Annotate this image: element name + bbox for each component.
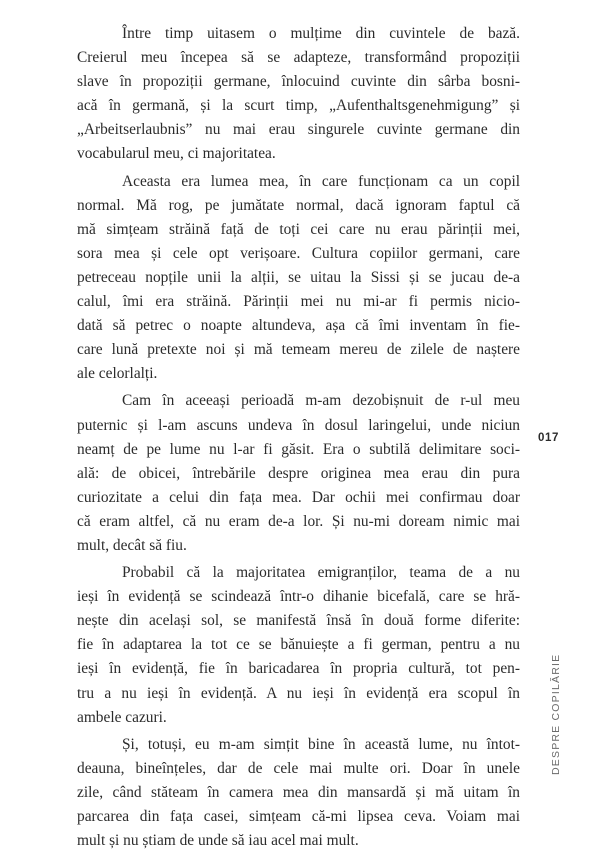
text-line: Aceasta era lumea mea, în care funcționam ca un copil <box>122 172 520 190</box>
text-line: normal. Mă rog, pe jumătate normal, dacă ignoram faptul că <box>77 196 520 214</box>
text-line: Și, totuși, eu m-am simțit bine în această lume, nu întot- <box>122 735 520 753</box>
text-line: mult și nu știam de unde să iau acel mai mult. <box>77 832 359 850</box>
text-line: Creierul meu începea să se adapteze, transformând propoziții <box>77 49 520 67</box>
text-line: puternic și l-am ascuns undeva în dosul laringelui, unde niciun <box>77 416 520 434</box>
text-line: zile, când stăteam în camera mea din mansardă și mă uitam în <box>77 783 520 801</box>
paragraph <box>77 389 520 558</box>
text-line: Între timp uitasem o mulțime din cuvintele de bază. <box>122 25 520 42</box>
text-line: calul, îmi era străină. Părinții mei nu mi-ar fi permis nicio- <box>77 293 520 311</box>
text-line: parcarea din fața casei, simțeam că-mi lipsea ceva. Voiam mai <box>77 808 520 825</box>
text-line: deauna, bineînțeles, dar de cele mai multe ori. Doar în unele <box>77 759 520 777</box>
paragraph <box>77 22 520 167</box>
text-line: ieși în evidență se scindează într-o dihanie bicefală, care se hră- <box>77 588 520 606</box>
text-line: care lună pretexte noi și mă temeam mereu de zilele de naștere <box>77 341 520 359</box>
text-line: dată să petrec o noapte altundeva, așa că îmi inventam în fie- <box>77 317 520 335</box>
text-line: mult, decât să fiu. <box>77 536 187 554</box>
text-line: sora mea și cele opt verișoare. Cultura copiilor germani, care <box>77 244 520 262</box>
text-line: mă simțeam străină față de toți cei care nu erau părinții mei, <box>77 220 520 238</box>
paragraph <box>77 561 520 730</box>
text-line: ale celorlalți. <box>77 365 158 383</box>
text-line: neamț de pe lume nu l-ar fi găsit. Era o subtilă delimitare soci- <box>77 440 520 458</box>
text-line: Cam în aceeași perioadă m-am dezobișnuit de r-ul meu <box>122 392 520 410</box>
text-line: Probabil că la majoritatea emigranților, teama de a nu <box>122 564 520 582</box>
section-title: DESPRE COPILĂRIE <box>550 653 562 775</box>
text-line: slave în propoziții germane, înlocuind cuvinte din sârba bosni- <box>77 73 520 91</box>
text-line: „Arbeitserlaubnis” nu mai erau singurele cuvinte germane din <box>77 121 520 139</box>
text-line: fie în adaptarea la tot ce se bănuiește a fi german, pentru a nu <box>77 636 520 654</box>
text-line: acă în germană, și la scurt timp, „Aufenthaltsgenehmigung” și <box>77 97 520 115</box>
text-line: ală: de obicei, întrebările despre originea mea erau din pura <box>77 464 520 482</box>
text-line: tru a nu ieși în evidență. A nu ieși în evidență era scopul în <box>77 684 520 702</box>
text-line: ambele cazuri. <box>77 708 167 726</box>
page-number: 017 <box>538 432 559 444</box>
paragraph <box>77 733 520 853</box>
text-line: petreceau nopțile unii la alții, se uitau la Sissi și se jucau de-a <box>77 268 520 286</box>
text-line: vocabularul meu, ci majoritatea. <box>77 145 276 163</box>
body-text <box>77 22 520 856</box>
text-line: că eram altfel, că nu eram de-a lor. Și nu-mi doream nimic mai <box>77 512 520 530</box>
text-line: nește din același sol, se manifestă însă în două forme diferite: <box>77 612 520 630</box>
paragraph <box>77 170 520 387</box>
text-line: curiozitate a celui din fața mea. Dar ochii mei confirmau doar <box>77 488 520 506</box>
text-line: ieși în evidență, fie în baricadarea în propria cultură, tot pen- <box>77 660 520 678</box>
